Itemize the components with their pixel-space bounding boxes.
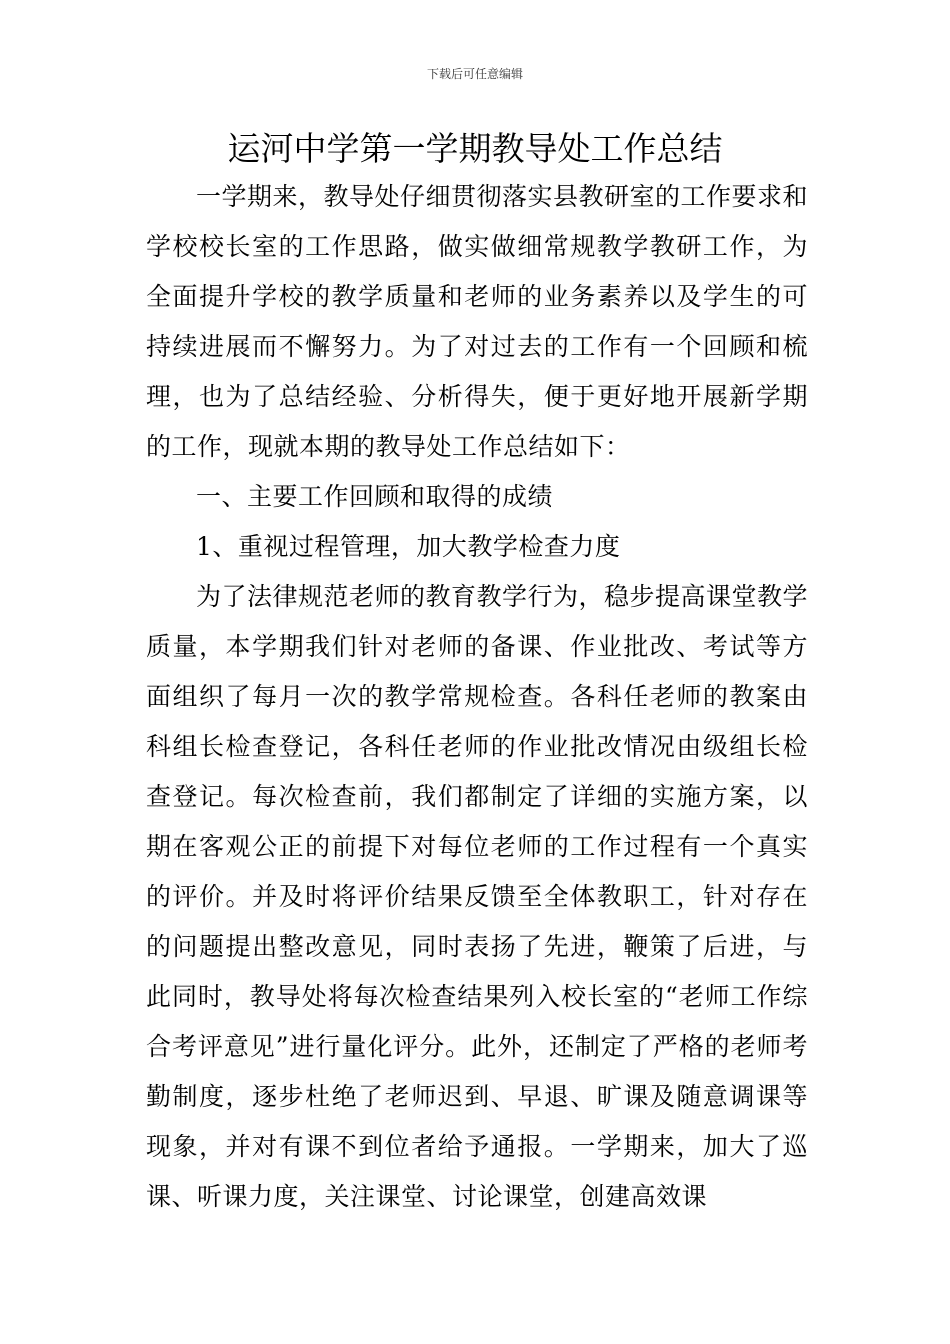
- section-heading-main-work: 一、主要工作回顾和取得的成绩: [196, 482, 554, 511]
- header-note: 下载后可任意编辑: [426, 67, 523, 81]
- paragraph-inspection: 为了法律规范老师的教育教学行为，稳步提高课堂教学质量，本学期我们针对老师的备课、作业批改、考试等方面组织了每月一次的教学常规检查。各科任老师的教案由科组长检查登记，各科任老师的作业批改情况由级组长检查登记。每次检查前，我们都制定了详细的实施方案，以期在客观公正的前提下对每位老师的工作过程有一个真实的评价。并及时将评价结果反馈至全体教职工，针对存在的问题提出整改意见，同时表扬了先进，鞭策了后进，与此同时，教导处将每次检查结果列入校长室的“老师工作综合考评意见”进行量化评分。此外，还制定了严格的老师考勤制度，逐步杜绝了老师迟到、早退、旷课及随意调课等现象，并对有课不到位者给予通报。一学期来，加大了巡课、听课力度，关注课堂、讨论课堂，创建高效课: [146, 582, 809, 1211]
- subsection-heading-process-management: 1、重视过程管理，加大教学检查力度: [196, 532, 621, 561]
- paragraph-intro: 一学期来，教导处仔细贯彻落实县教研室的工作要求和学校校长室的工作思路，做实做细常规教学教研工作，为全面提升学校的教学质量和老师的业务素养以及学生的可持续进展而不懈努力。为了对过去的工作有一个回顾和梳理，也为了总结经验、分析得失，便于更好地开展新学期的工作，现就本期的教导处工作总结如下：: [146, 182, 809, 461]
- document-body: [146, 172, 808, 1222]
- document-title: 运河中学第一学期教导处工作总结: [227, 129, 723, 168]
